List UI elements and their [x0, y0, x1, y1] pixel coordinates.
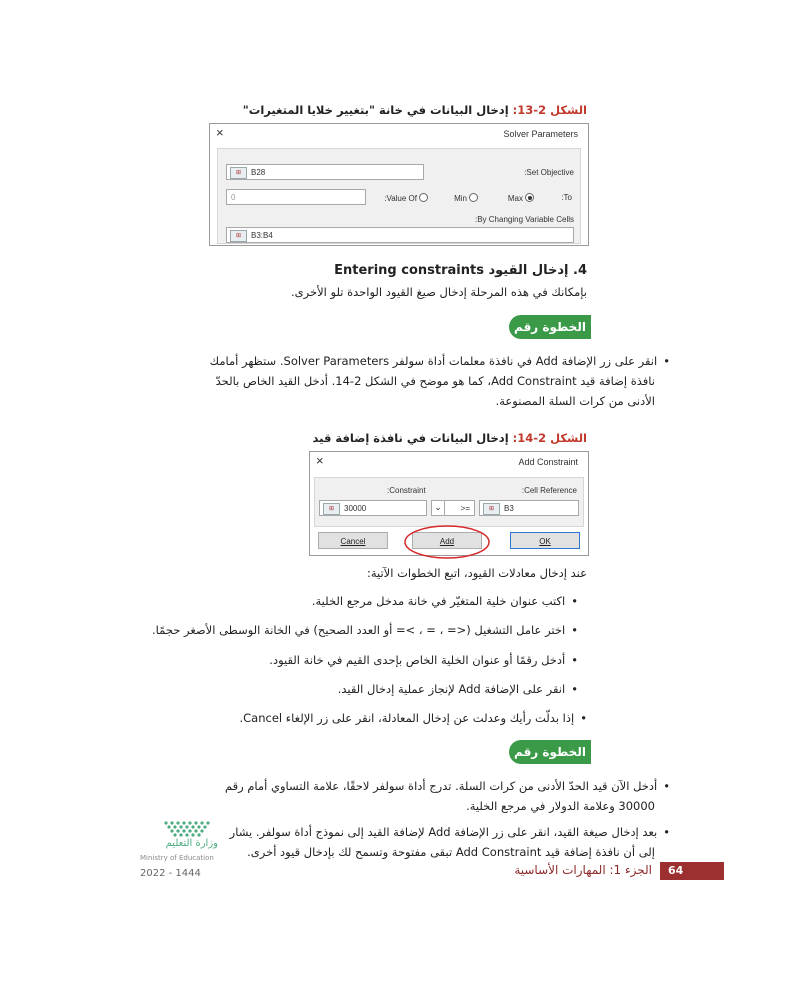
- emblem-dot: [191, 833, 194, 836]
- step1-line: نافذة إضافة قيد Add Constraint، كما هو موضح في الشكل 2-14. أدخل القيد الخاص بالحدّ: [215, 374, 655, 388]
- step2-line: • بعد إدخال صيغة القيد، انقر على زر الإضافة Add لإضافة القيد إلى نموذج أداة سولفر. يشار: [230, 824, 670, 840]
- changing-cells-input[interactable]: ⊞ B3:B4: [226, 227, 574, 243]
- emblem-dot: [182, 829, 185, 832]
- emblem-dot: [188, 821, 191, 824]
- constraint-input[interactable]: ⊞ 30000: [319, 500, 427, 516]
- range-select-icon[interactable]: ⊞: [230, 167, 247, 179]
- add-button-highlight: [402, 522, 492, 562]
- cancel-button[interactable]: Cancel: [318, 532, 388, 549]
- dialog-titlebar: [310, 452, 588, 474]
- emblem-dot: [176, 821, 179, 824]
- set-objective-label: :Set Objective: [524, 168, 574, 177]
- instruction-item: • اختر عامل التشغيل (<= ، = ، >= أو العدد الصحيح) في الخانة الوسطى الأصغر حجمًا.: [152, 622, 578, 638]
- dialog-titlebar: [210, 124, 588, 146]
- emblem-dot: [164, 821, 167, 824]
- emblem-dot: [167, 825, 170, 828]
- close-icon[interactable]: ×: [216, 125, 224, 140]
- step-badge: الخطوة رقم 2: [509, 740, 591, 764]
- cell-reference-label: :Cell Reference: [521, 486, 577, 495]
- max-radio-icon[interactable]: [525, 193, 534, 202]
- emblem-dot: [179, 825, 182, 828]
- step2-line: 30000 وعلامة الدولار في مرجع الخلية.: [466, 799, 655, 813]
- emblem-dot: [194, 829, 197, 832]
- emblem-dot: [176, 829, 179, 832]
- figure-caption: الشكل 2-13: إدخال البيانات في خانة "بتغيير خلايا المتغيرات": [242, 103, 587, 117]
- range-select-icon[interactable]: ⊞: [483, 503, 500, 515]
- page-number: 64: [660, 862, 724, 880]
- emblem-dot: [185, 825, 188, 828]
- emblem-dot: [191, 825, 194, 828]
- step1-line: • انقر على زر الإضافة Add في نافذة معلمات أداة سولفر Solver Parameters. ستظهر أمامك: [210, 353, 670, 369]
- value-of-option[interactable]: :Value Of: [384, 193, 430, 203]
- emblem-dot: [173, 833, 176, 836]
- emblem-dot: [197, 833, 200, 836]
- emblem-dot: [170, 821, 173, 824]
- instruction-item: • انقر على الإضافة Add لإنجاز عملية إدخال القيد.: [338, 681, 578, 697]
- figure-caption: الشكل 2-14: إدخال البيانات في نافذة إضافة قيد: [312, 431, 587, 445]
- cell-reference-input[interactable]: ⊞ B3: [479, 500, 579, 516]
- operator-select[interactable]: ⌄ >=: [431, 500, 475, 516]
- dialog-body: [314, 477, 584, 527]
- min-option[interactable]: Min: [454, 193, 480, 203]
- value-of-input[interactable]: 0: [226, 189, 366, 205]
- footer-title: الجزء 1: المهارات الأساسية: [514, 863, 652, 877]
- edition-year: 2022 - 1444: [140, 868, 201, 879]
- emblem-dot: [170, 829, 173, 832]
- emblem-dot: [179, 833, 182, 836]
- instructions-intro: عند إدخال معادلات القيود، اتبع الخطوات الآتية:: [366, 566, 587, 580]
- set-objective-input[interactable]: ⊞ B28: [226, 164, 424, 180]
- instruction-item: • إذا بدلّت رأيك وعدلت عن إدخال المعادلة، انقر على زر الإلغاء Cancel.: [239, 710, 587, 726]
- step2-line: إلى أن نافذة إضافة قيد Add Constraint تبقى مفتوحة وتسمح لك بإدخال قيود أخرى.: [247, 845, 655, 859]
- chevron-down-icon[interactable]: ⌄: [432, 501, 445, 515]
- step-badge: الخطوة رقم 1: [509, 315, 591, 339]
- emblem-dot: [188, 829, 191, 832]
- ministry-emblem-icon: [162, 820, 222, 838]
- step1-line: الأدنى من كرات السلة المصنوعة.: [495, 394, 655, 408]
- to-label: :To: [561, 193, 572, 202]
- emblem-dot: [206, 821, 209, 824]
- ministry-english: Ministry of Education: [140, 854, 214, 862]
- ok-button[interactable]: OK: [510, 532, 580, 549]
- changing-cells-label: :By Changing Variable Cells: [474, 215, 574, 224]
- emblem-dot: [200, 821, 203, 824]
- ministry-arabic: وزارة التعليم: [165, 838, 218, 849]
- add-button[interactable]: Add: [412, 532, 482, 549]
- emblem-dot: [203, 825, 206, 828]
- dialog-body: [217, 148, 581, 244]
- dialog-title: Add Constraint: [518, 457, 578, 467]
- section-intro: بإمكانك في هذه المرحلة إدخال صيغ القيود الواحدة تلو الأخرى.: [290, 285, 587, 299]
- value-of-radio-icon[interactable]: [419, 193, 428, 202]
- solver-parameters-dialog: [209, 123, 589, 246]
- max-option[interactable]: Max: [508, 193, 536, 203]
- close-icon[interactable]: ×: [316, 453, 324, 468]
- dialog-title: Solver Parameters: [503, 129, 578, 139]
- emblem-dot: [194, 821, 197, 824]
- range-select-icon[interactable]: ⊞: [230, 230, 247, 242]
- instruction-item: • أدخل رقمًا أو عنوان الخلية الخاص بإحدى القيم في خانة القيود.: [269, 652, 578, 668]
- constraint-label: :Constraint: [387, 486, 426, 495]
- range-select-icon[interactable]: ⊞: [323, 503, 340, 515]
- emblem-dot: [197, 825, 200, 828]
- section-heading: 4. إدخال القيود Entering constraints: [334, 263, 587, 278]
- emblem-dot: [173, 825, 176, 828]
- instruction-item: • اكتب عنوان خلية المتغيّر في خانة مدخل مرجع الخلية.: [312, 593, 578, 609]
- emblem-dot: [200, 829, 203, 832]
- min-radio-icon[interactable]: [469, 193, 478, 202]
- step2-line: • أدخل الآن قيد الحدّ الأدنى من كرات السلة. تدرج أداة سولفر لاحقًا، علامة التساوي أمام رقم: [225, 778, 670, 794]
- emblem-dot: [185, 833, 188, 836]
- emblem-dot: [182, 821, 185, 824]
